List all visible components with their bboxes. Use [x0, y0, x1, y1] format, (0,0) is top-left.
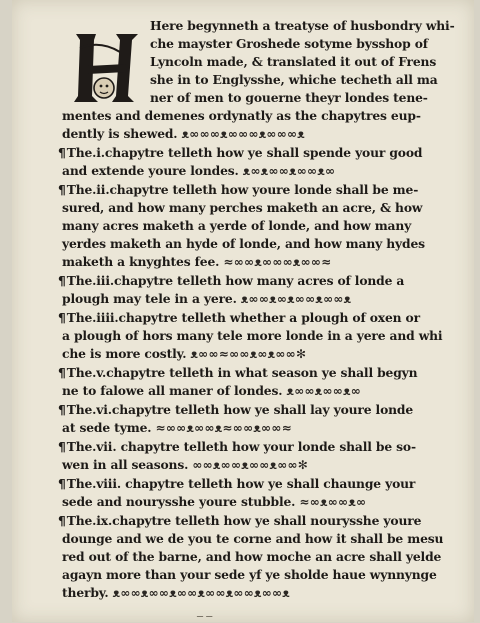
chapter-2-line-2: sured, and how many perches maketh an acre, & how [62, 200, 423, 215]
chapter-2-line-1: ¶The.ii.chapytre telleth how youre londe shall be me- [58, 182, 419, 197]
pilcrow-icon: ¶ [58, 440, 66, 454]
intro-line-3: Lyncoln made, & translated it out of Frens [150, 54, 437, 69]
intro-line-5: ner of men to gouerne theyr londes tene- [150, 90, 428, 105]
chapter-4-line-1: ¶The.iiii.chapytre telleth whether a plough of oxen or [58, 310, 420, 325]
pilcrow-icon: ¶ [58, 183, 66, 197]
chapter-3-line-1: ¶The.iii.chapytre telleth how many acres of londe a [58, 273, 405, 288]
intro-line-1: Here begynneth a treatyse of husbondry whi- [150, 18, 455, 33]
pilcrow-icon: ¶ [58, 274, 66, 288]
ornament-border: ᴥ∞∞ᴥ∞ᴥ∞∞ᴥ∞∞ᴥ [240, 292, 352, 306]
chapter-5-line-1: ¶The.v.chapytre telleth in what season ye shall begyn [58, 365, 418, 380]
book-page [12, 0, 474, 622]
chapter-8-line-1: ¶The.viii. chapytre telleth how ye shall chaunge your [58, 476, 416, 491]
ornament-border: ᴥ∞∞≈∞∞ᴥ∞ᴥ∞∞✻ [190, 347, 307, 361]
ornament-border: ᴥ∞ᴥ∞∞ᴥ∞∞ᴥ∞ [242, 164, 336, 178]
chapter-7-line-2: wen in all seasons. ∞∞ᴥ∞∞ᴥ∞∞ᴥ∞∞✻ [62, 457, 309, 472]
ornament-border: ᴥ∞∞∞ᴥ∞∞∞ᴥ∞∞∞ᴥ [181, 127, 305, 141]
page-edge-mark: ─ ─ [197, 612, 213, 623]
chapter-9-line-1: ¶The.ix.chapytre telleth how ye shall nourysshe youre [58, 513, 422, 528]
ornament-border: ᴥ∞∞ᴥ∞∞ᴥ∞∞ᴥ∞∞ᴥ∞∞ᴥ∞∞ᴥ [112, 586, 290, 600]
intro-line-2: che mayster Groshede sotyme bysshop of [150, 36, 428, 51]
chapter-9-line-4: agayn more than your sede yf ye sholde haue wynnynge [62, 567, 437, 582]
pilcrow-icon: ¶ [58, 366, 66, 380]
chapter-8-line-2: sede and nourysshe youre stubble. ≈∞ᴥ∞∞ᴥ∞ [62, 494, 367, 509]
ornament-border: ᴥ∞∞ᴥ∞∞ᴥ∞ [286, 384, 362, 398]
chapter-9-line-2: dounge and we de you te corne and how it shall be mesu [62, 531, 444, 546]
chapter-4-line-3: che is more costly. ᴥ∞∞≈∞∞ᴥ∞ᴥ∞∞✻ [62, 346, 307, 361]
chapter-2-line-5: maketh a knyghtes fee. ≈∞∞ᴥ∞∞∞ᴥ∞∞≈ [62, 254, 332, 269]
pilcrow-icon: ¶ [58, 477, 66, 491]
chapter-1-line-2: and extende youre londes. ᴥ∞ᴥ∞∞ᴥ∞∞ᴥ∞ [62, 163, 336, 178]
chapter-5-line-2: ne to falowe all maner of londes. ᴥ∞∞ᴥ∞∞ᴥ∞ [62, 383, 362, 398]
ornament-border: ≈∞ᴥ∞∞ᴥ∞ [299, 495, 367, 509]
pilcrow-icon: ¶ [58, 514, 66, 528]
ornament-border: ∞∞ᴥ∞∞ᴥ∞∞ᴥ∞∞✻ [192, 458, 309, 472]
intro-line-6: mentes and demenes ordynatly as the chapytres eup- [62, 108, 421, 123]
pilcrow-icon: ¶ [58, 403, 66, 417]
chapter-6-line-1: ¶The.vi.chapytre telleth how ye shall lay youre londe [58, 402, 414, 417]
chapter-4-line-2: a plough of hors many tele more londe in a yere and whi [62, 328, 443, 343]
woodcut-initial-h [66, 26, 146, 108]
chapter-3-line-2: plough may tele in a yere. ᴥ∞∞ᴥ∞ᴥ∞∞ᴥ∞∞ᴥ [62, 291, 352, 306]
pilcrow-icon: ¶ [58, 311, 66, 325]
chapter-2-line-4: yerdes maketh an hyde of londe, and how many hydes [62, 236, 425, 251]
intro-line-7: dently is shewed. ᴥ∞∞∞ᴥ∞∞∞ᴥ∞∞∞ᴥ [62, 126, 305, 141]
chapter-6-line-2: at sede tyme. ≈∞∞ᴥ∞∞ᴥ≈∞∞ᴥ∞∞≈ [62, 420, 292, 435]
chapter-7-line-1: ¶The.vii. chapytre telleth how your londe shall be so- [58, 439, 416, 454]
chapter-2-line-3: many acres maketh a yerde of londe, and how many [62, 218, 412, 233]
intro-line-4: she in to Englysshe, whiche techeth all ma [150, 72, 438, 87]
chapter-9-line-5: therby. ᴥ∞∞ᴥ∞∞ᴥ∞∞ᴥ∞∞ᴥ∞∞ᴥ∞∞ᴥ [62, 585, 290, 600]
ornament-border: ≈∞∞ᴥ∞∞∞ᴥ∞∞≈ [223, 255, 332, 269]
chapter-9-line-3: red out of the barne, and how moche an acre shall yelde [62, 549, 442, 564]
pilcrow-icon: ¶ [58, 146, 66, 160]
ornament-border: ≈∞∞ᴥ∞∞ᴥ≈∞∞ᴥ∞∞≈ [155, 421, 292, 435]
chapter-1-line-1: ¶The.i.chapytre telleth how ye shall spende your good [58, 145, 423, 160]
